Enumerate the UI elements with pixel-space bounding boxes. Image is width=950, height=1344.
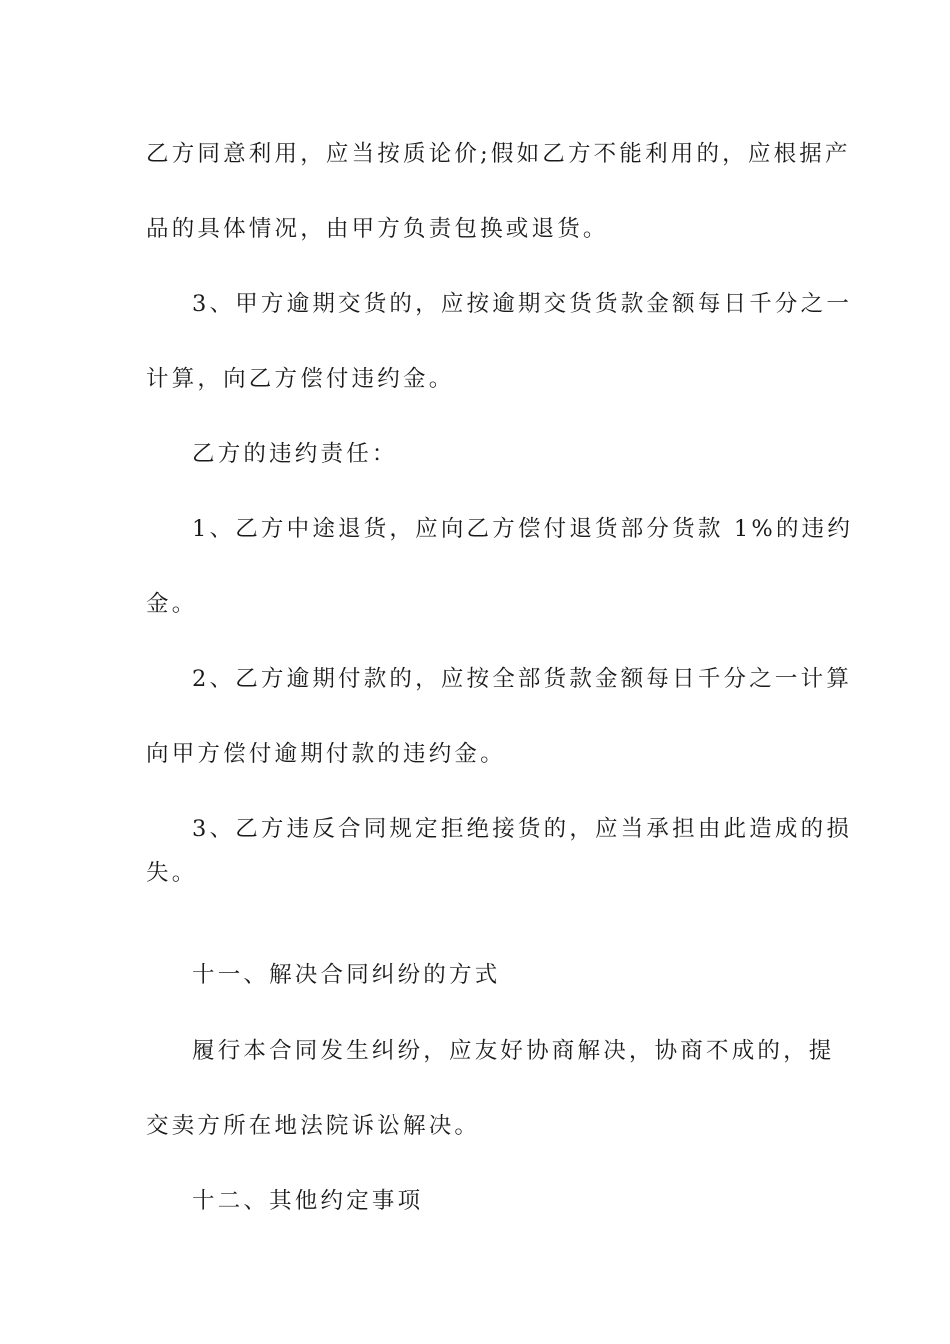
section-heading: 乙方的违约责任： [192, 441, 398, 467]
paragraph-line: 1、乙方中途退货，应向乙方偿付退货部分货款 1%的违约 [192, 516, 854, 542]
paragraph-line: 3、甲方逾期交货的，应按逾期交货货款金额每日千分之一 [192, 291, 853, 317]
text-line: 计算，向乙方偿付违约金。 [146, 366, 455, 392]
text-line: 品的具体情况，由甲方负责包换或退货。 [146, 216, 609, 242]
paragraph-line: 履行本合同发生纠纷，应友好协商解决，协商不成的，提 [192, 1038, 835, 1064]
section-heading: 十二、其他约定事项 [192, 1188, 424, 1214]
text-line: 失。 [146, 860, 198, 886]
paragraph-line: 3、乙方违反合同规定拒绝接货的，应当承担由此造成的损 [192, 816, 853, 842]
paragraph-line: 2、乙方逾期付款的，应按全部货款金额每日千分之一计算 [192, 666, 853, 692]
text-line: 乙方同意利用，应当按质论价;假如乙方不能利用的，应根据产 [146, 141, 851, 167]
section-heading: 十一、解决合同纠纷的方式 [192, 962, 501, 988]
text-line: 交卖方所在地法院诉讼解决。 [146, 1113, 481, 1139]
text-line: 向甲方偿付逾期付款的违约金。 [146, 741, 506, 767]
text-line: 金。 [146, 591, 198, 617]
